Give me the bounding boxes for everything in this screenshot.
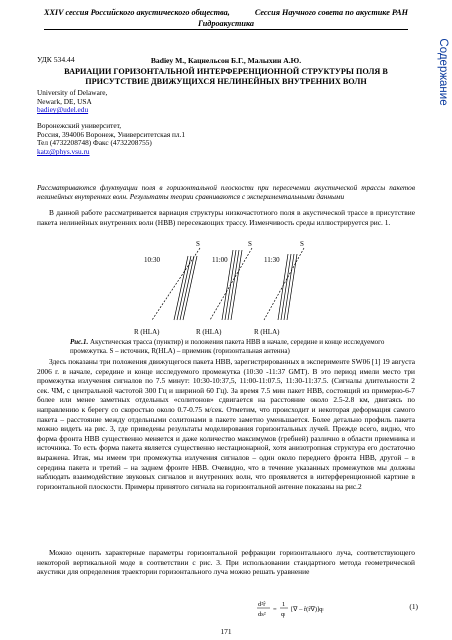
caption-label: Рис.1. (70, 338, 89, 346)
nlw-crest (174, 256, 188, 320)
time-label: 10:30 (144, 256, 160, 264)
email-link[interactable]: katz@phys.vsu.ru (37, 147, 90, 157)
intro-paragraph: В данной работе рассматривается вариация структуры низкочастотного поля в акустической трассе в присутствие пакета нелинейных внутренних волн (НВВ) пересекающих трассу. Изменчивость среды иллюстрируется рис. 1. (37, 208, 415, 227)
time-label: 11:00 (212, 256, 228, 264)
header-right: Сессия Научного совета по акустике РАН (254, 8, 408, 17)
nlw-crest (284, 254, 294, 320)
header-left: XXIV сессия Российского акустического общества, (44, 8, 230, 17)
svg-text:d²ȓ: d²ȓ (258, 601, 266, 608)
authors: Badiey M., Кацнельсон Б.Г., Малыхин А.Ю. (150, 56, 302, 65)
equation-1 (254, 597, 418, 621)
caption-text: Акустическая трасса (пунктир) и положения пакета НВВ в начале, середине и конце исследуемого промежутка. S – источник, R(HLA) – приемник (горизонтальная антенна) (70, 338, 385, 356)
figure-1 (130, 240, 350, 338)
figure-caption (70, 338, 400, 357)
contents-link[interactable]: Содержание (437, 38, 449, 106)
email-link[interactable]: badiey@udel.edu (37, 105, 89, 115)
time-label: 11:30 (264, 256, 280, 264)
nlw-crest (281, 254, 291, 320)
source-label: S (248, 240, 252, 248)
header-rule (44, 29, 408, 30)
affiliation-2: Воронежский университет, Россия, 394006 Воронеж, Университетская пл.1 Тел (4732208748) Факс (4732208755) katz@phys.vsu.ru (37, 121, 186, 157)
nlw-crest (287, 254, 297, 320)
nlw-crest (231, 250, 242, 320)
title-line: ПРИСУТСТВИЕ ДВИЖУЩИХСЯ НЕЛИНЕЙНЫХ ВНУТРЕННИХ ВОЛН (85, 77, 367, 86)
svg-text:=: = (273, 606, 277, 613)
body-paragraph: Здесь показаны три положения движущегося пакета НВВ, зарегистрированных в эксперименте SW06 [1] 19 августа 2006 г. в начале, середине и конце исследуемого промежутка (10:30 -11:37 GMT). В это период имели место три промежутка излучения сигналов по 7.5 минут: 10:30-10:37,5, 11:00-11:07.5, 11:30-11:37.5. (Сигналы длительности 2 сек. ЧМ, с центральной частотой 300 Гц и шириной 60 Гц). За время 7.5 мин пакет НВВ, состоящий из примерно-6-7 более или менее заметных отдельных «солитонов» сдвигается на расстояние около 2.5-2.8 км, двигаясь по направлению к берегу со скоростью около 0.7-0.75 м/сек. Отметим, что происходит и некоторая деформация самого пакета – расстояние между отдельными солитонами в пакете заметно уменьшается. Более детально профиль пакета можно видеть на рис. 3, где приведены результаты моделирования горизонтальных лучей. Прежде всего, видно, что форма фронта НВВ существенно меняется и даже количество максимумов (гребней) различно в области приемника и источника. То есть форма пакета является существенно нестационарной, хотя анизотропная структура его достаточно выражена. Итак, мы имеем три промежутка излучения сигналов – один около переднего фронта НВВ, другой – в середина пакета и третий – на заднем фронте НВВ. Очевидно, что в течение указанных промежутков мы должны наблюдать взаимодействие звуковых сигналов и внутренних волн, что проявляется в интерференционной картине в горизонтальной плоскости. Примеры принятого сигнала на горизонтальной антенне показаны на рис.2 (37, 357, 415, 491)
source-label: S (300, 240, 304, 248)
page-number: 171 (220, 627, 232, 636)
udk-code: УДК 534.44 (37, 55, 75, 64)
equation-formula (254, 597, 364, 621)
receiver-label: R (HLA) (254, 328, 280, 336)
equation-number: (1) (409, 602, 418, 611)
nlw-crest (183, 256, 197, 320)
source-label: S (196, 240, 200, 248)
running-header (44, 8, 408, 17)
receiver-label: R (HLA) (134, 328, 160, 336)
abstract: Рассматриваются флуктуации поля в горизонтальной плоскости при пересечении акустической трассы пакетов нелинейных внутренних волн. Результаты теории сравниваются с экспериментальными данными (37, 183, 415, 202)
nlw-crest (177, 256, 191, 320)
title-line: ВАРИАЦИИ ГОРИЗОНТАЛЬНОЙ ИНТЕРФЕРЕНЦИОННОЙ СТРУКТУРЫ ПОЛЯ В (64, 67, 388, 76)
body-paragraph-2: Можно оценить характерные параметры горизонтальной рефракции горизонтального луча, соответствующего некоторой вертикальной моде в соответствии с рис. 3. При использовании стандартного метода геометрической акустики для определения траектории горизонтального луча можно решать уравнение (37, 548, 415, 577)
nlw-crest (228, 250, 239, 320)
header-section: Гидроакустика (197, 19, 255, 28)
svg-text:1: 1 (282, 601, 286, 608)
paper-title (36, 67, 416, 87)
receiver-label: R (HLA) (196, 328, 222, 336)
svg-text:ds²: ds² (258, 611, 266, 618)
affiliation-1: University of Delaware, Newark, DE, USA badiey@udel.edu (37, 88, 108, 115)
svg-text:qₗ: qₗ (281, 611, 286, 618)
svg-text:[∇ – ȓ(ȓ∇)]qₗ: [∇ – ȓ(ȓ∇)]qₗ (291, 606, 324, 613)
nlw-crest (180, 256, 194, 320)
